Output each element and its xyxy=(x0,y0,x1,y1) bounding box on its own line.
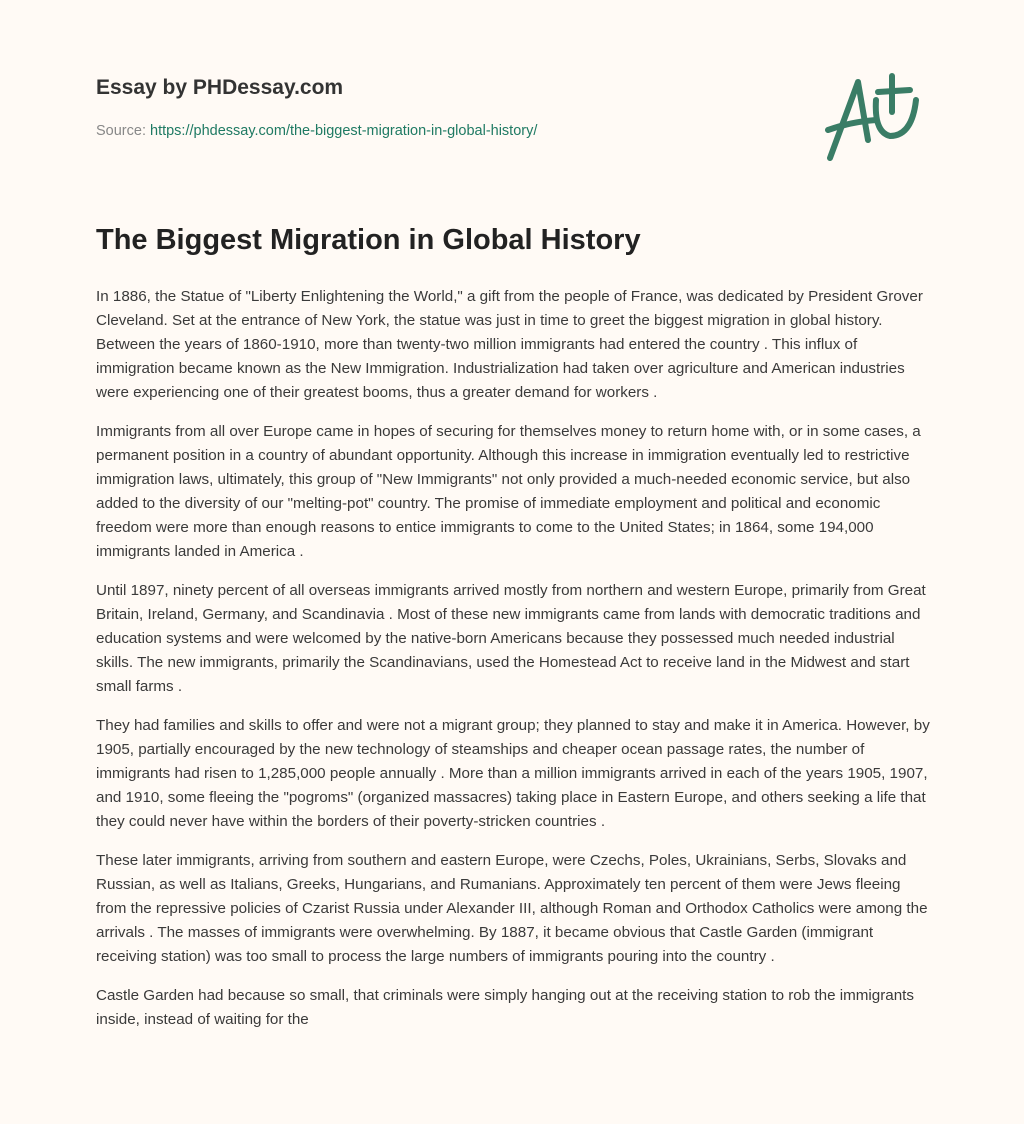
source-label: Source: xyxy=(96,123,150,139)
paragraph: Until 1897, ninety percent of all overseas immigrants arrived mostly from northern and western Europe, primarily from Great Britain, Ireland, Germany, and Scandinavia . Most of these new immigrants came from lands with democratic traditions and education systems and were welcomed by the native-born Americans because they possessed much needed industrial skills. The new immigrants, primarily the Scandinavians, used the Homestead Act to receive land in the Midwest and start small farms . xyxy=(96,582,926,695)
paragraph: They had families and skills to offer and were not a migrant group; they planned to stay and make it in America. However, by 1905, partially encouraged by the new technology of steamships and cheaper ocean passage rates, the number of immigrants had risen to 1,285,000 people annually . More than a million immigrants arrived in each of the years 1905, 1907, and 1910, some fleeing the "pogroms" (organized massacres) taking place in Eastern Europe, and others seeking a life that they could never have within the borders of their poverty-stricken countries . xyxy=(96,717,930,830)
paragraph: In 1886, the Statue of "Liberty Enlightening the World," a gift from the people of France, was dedicated by President Grover Cleveland. Set at the entrance of New York, the statue was just in time to greet the biggest migration in global history. Between the years of 1860-1910, more than twenty-two million immigrants had entered the country . This influx of immigration became known as the New Immigration. Industrialization had taken over agriculture and American industries were experiencing one of their greatest booms, thus a greater demand for workers . xyxy=(96,288,923,401)
source-link[interactable]: https://phdessay.com/the-biggest-migration-in-global-history/ xyxy=(150,123,538,139)
essay-body xyxy=(96,285,934,1047)
paragraph: Castle Garden had because so small, that criminals were simply hanging out at the receiving station to rob the immigrants inside, instead of waiting for the xyxy=(96,987,914,1028)
paragraph: These later immigrants, arriving from southern and eastern Europe, were Czechs, Poles, Ukrainians, Serbs, Slovaks and Russian, as well as Italians, Greeks, Hungarians, and Rumanians. Approximately ten percent of them were Jews fleeing from the repressive policies of Czarist Russia under Alexander III, although Roman and Orthodox Catholics were among the arrivals . The masses of immigrants were overwhelming. By 1887, it became obvious that Castle Garden (immigrant receiving station) was too small to process the large numbers of immigrants pouring into the country . xyxy=(96,852,928,965)
essay-title: The Biggest Migration in Global History xyxy=(96,224,641,256)
source-line xyxy=(96,123,537,139)
site-brand: Essay by PHDessay.com xyxy=(96,76,344,99)
a-plus-logo-icon xyxy=(820,70,930,170)
paragraph: Immigrants from all over Europe came in hopes of securing for themselves money to return home with, or in some cases, a permanent position in a country of abundant opportunity. Although this increase in immigration eventually led to restrictive immigration laws, ultimately, this group of "New Immigrants" not only provided a much-needed economic service, but also added to the diversity of our "melting-pot" country. The promise of immediate employment and political and economic freedom were more than enough reasons to entice immigrants to come to the United States; in 1864, some 194,000 immigrants landed in America . xyxy=(96,423,921,560)
